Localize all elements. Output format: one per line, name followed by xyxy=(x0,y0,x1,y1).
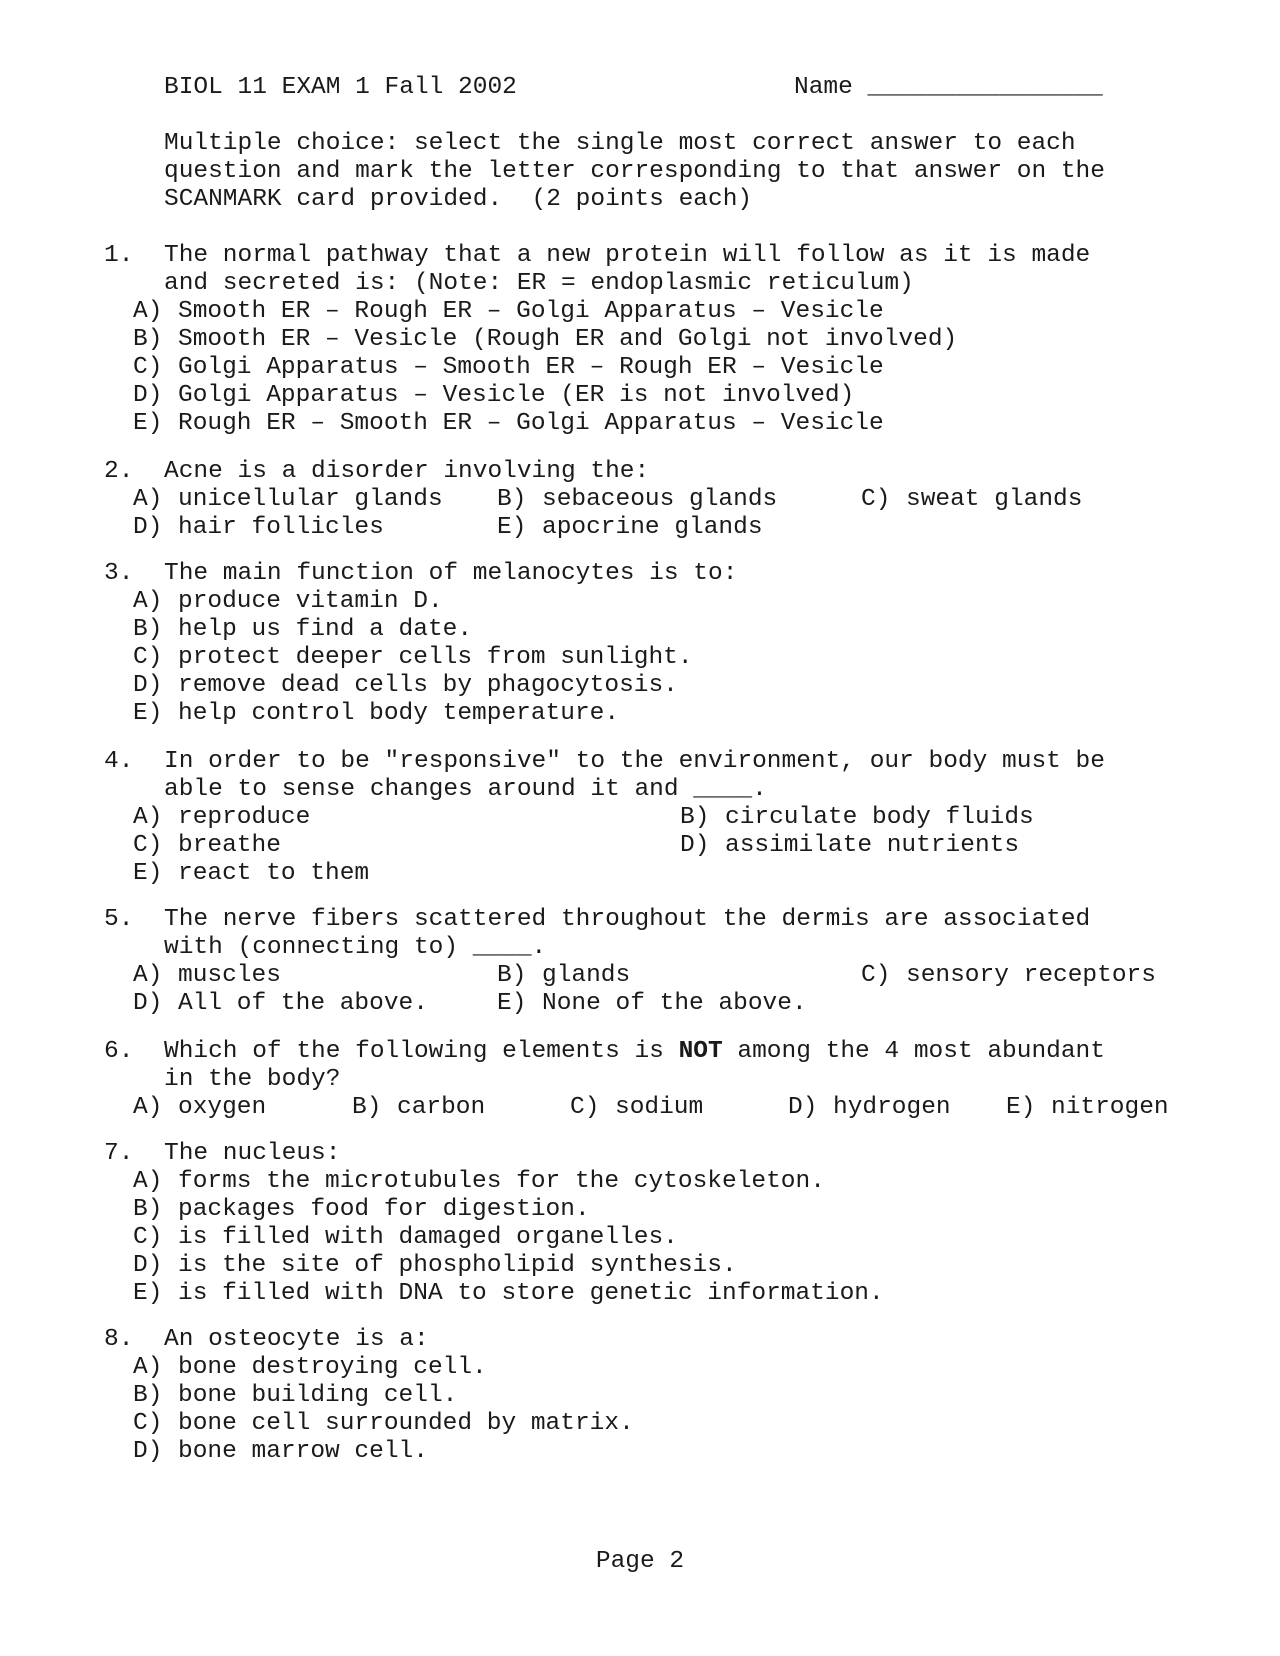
option-text: protect deeper cells from sunlight. xyxy=(178,644,693,671)
option-letter: C) xyxy=(133,644,163,671)
emphasis-not: NOT xyxy=(678,1038,723,1065)
option-text: muscles xyxy=(178,962,281,989)
option-letter: A) xyxy=(133,298,163,325)
exam-title: BIOL 11 EXAM 1 Fall 2002 xyxy=(164,74,517,101)
option-letter: D) xyxy=(133,1252,163,1279)
option-text: Smooth ER – Vesicle (Rough ER and Golgi not involved) xyxy=(178,326,958,353)
question-number: 5. xyxy=(104,906,134,933)
option-letter: E) xyxy=(133,860,163,887)
instructions-line: SCANMARK card provided. (2 points each) xyxy=(164,186,753,213)
option-text: circulate body fluids xyxy=(725,804,1034,831)
option-letter: D) xyxy=(788,1094,818,1121)
option-text: Rough ER – Smooth ER – Golgi Apparatus – Vesicle xyxy=(178,410,884,437)
option-letter: B) xyxy=(133,1382,163,1409)
option-text: sweat glands xyxy=(906,486,1083,513)
option-letter: A) xyxy=(133,1094,163,1121)
option-letter: D) xyxy=(133,672,163,699)
option-text: is the site of phospholipid synthesis. xyxy=(178,1252,737,1279)
question-stem-text: among the 4 most abundant xyxy=(722,1038,1105,1065)
option-text: hair follicles xyxy=(178,514,384,541)
question-number: 6. xyxy=(104,1038,134,1065)
option-text: react to them xyxy=(178,860,370,887)
option-letter: A) xyxy=(133,588,163,615)
option-text: reproduce xyxy=(178,804,311,831)
option-letter: B) xyxy=(680,804,710,831)
option-text: packages food for digestion. xyxy=(178,1196,590,1223)
option-text: All of the above. xyxy=(178,990,428,1017)
instructions-line: Multiple choice: select the single most correct answer to each xyxy=(164,130,1076,157)
question-stem: and secreted is: (Note: ER = endoplasmic reticulum) xyxy=(164,270,914,297)
option-letter: C) xyxy=(133,354,163,381)
option-text: Golgi Apparatus – Smooth ER – Rough ER – Vesicle xyxy=(178,354,884,381)
option-text: breathe xyxy=(178,832,281,859)
question-number: 3. xyxy=(104,560,134,587)
option-letter: D) xyxy=(133,382,163,409)
option-letter: C) xyxy=(133,1224,163,1251)
question-number: 7. xyxy=(104,1140,134,1167)
question-stem: Acne is a disorder involving the: xyxy=(164,458,650,485)
option-letter: B) xyxy=(133,326,163,353)
option-text: Smooth ER – Rough ER – Golgi Apparatus – Vesicle xyxy=(178,298,884,325)
option-letter: D) xyxy=(133,514,163,541)
option-text: glands xyxy=(542,962,631,989)
question-number: 8. xyxy=(104,1326,134,1353)
option-letter: B) xyxy=(352,1094,382,1121)
question-stem-text: Which of the following elements is xyxy=(164,1038,679,1065)
option-letter: A) xyxy=(133,804,163,831)
option-text: forms the microtubules for the cytoskeleton. xyxy=(178,1168,825,1195)
option-letter: C) xyxy=(861,962,891,989)
option-text: nitrogen xyxy=(1051,1094,1169,1121)
option-text: help us find a date. xyxy=(178,616,473,643)
option-text: is filled with DNA to store genetic information. xyxy=(178,1280,884,1307)
option-text: apocrine glands xyxy=(542,514,763,541)
option-text: assimilate nutrients xyxy=(725,832,1020,859)
question-number: 1. xyxy=(104,242,134,269)
option-letter: E) xyxy=(133,700,163,727)
option-letter: E) xyxy=(1006,1094,1036,1121)
option-letter: A) xyxy=(133,486,163,513)
option-text: carbon xyxy=(397,1094,486,1121)
option-text: None of the above. xyxy=(542,990,807,1017)
option-text: oxygen xyxy=(178,1094,267,1121)
option-letter: B) xyxy=(497,962,527,989)
option-text: unicellular glands xyxy=(178,486,443,513)
option-text: sensory receptors xyxy=(906,962,1156,989)
option-text: bone destroying cell. xyxy=(178,1354,487,1381)
option-letter: B) xyxy=(133,616,163,643)
question-stem: able to sense changes around it and ____. xyxy=(164,776,767,803)
option-text: produce vitamin D. xyxy=(178,588,443,615)
option-letter: C) xyxy=(861,486,891,513)
option-letter: E) xyxy=(497,514,527,541)
question-stem xyxy=(164,1038,1105,1066)
option-text: Golgi Apparatus – Vesicle (ER is not involved) xyxy=(178,382,855,409)
question-number: 4. xyxy=(104,748,134,775)
option-text: hydrogen xyxy=(833,1094,951,1121)
option-letter: C) xyxy=(133,1410,163,1437)
option-letter: E) xyxy=(133,410,163,437)
question-stem: The normal pathway that a new protein will follow as it is made xyxy=(164,242,1091,269)
instructions-line: question and mark the letter corresponding to that answer on the xyxy=(164,158,1105,185)
option-letter: A) xyxy=(133,962,163,989)
page-number: Page 2 xyxy=(595,1548,685,1575)
option-text: is filled with damaged organelles. xyxy=(178,1224,678,1251)
option-letter: A) xyxy=(133,1168,163,1195)
option-letter: D) xyxy=(680,832,710,859)
option-letter: A) xyxy=(133,1354,163,1381)
option-letter: C) xyxy=(570,1094,600,1121)
question-stem: in the body? xyxy=(164,1066,341,1093)
option-text: bone cell surrounded by matrix. xyxy=(178,1410,634,1437)
question-stem: An osteocyte is a: xyxy=(164,1326,429,1353)
question-stem: The main function of melanocytes is to: xyxy=(164,560,738,587)
option-letter: E) xyxy=(133,1280,163,1307)
name-field-label: Name ________________ xyxy=(794,74,1103,101)
question-stem: In order to be "responsive" to the environment, our body must be xyxy=(164,748,1105,775)
option-text: sebaceous glands xyxy=(542,486,778,513)
question-stem: with (connecting to) ____. xyxy=(164,934,547,961)
option-text: bone building cell. xyxy=(178,1382,458,1409)
question-stem: The nucleus: xyxy=(164,1140,341,1167)
option-letter: C) xyxy=(133,832,163,859)
option-text: remove dead cells by phagocytosis. xyxy=(178,672,678,699)
option-letter: D) xyxy=(133,1438,163,1465)
question-stem: The nerve fibers scattered throughout the dermis are associated xyxy=(164,906,1091,933)
option-letter: D) xyxy=(133,990,163,1017)
question-number: 2. xyxy=(104,458,134,485)
option-letter: B) xyxy=(133,1196,163,1223)
option-letter: B) xyxy=(497,486,527,513)
option-text: bone marrow cell. xyxy=(178,1438,428,1465)
option-letter: E) xyxy=(497,990,527,1017)
option-text: sodium xyxy=(615,1094,704,1121)
option-text: help control body temperature. xyxy=(178,700,620,727)
